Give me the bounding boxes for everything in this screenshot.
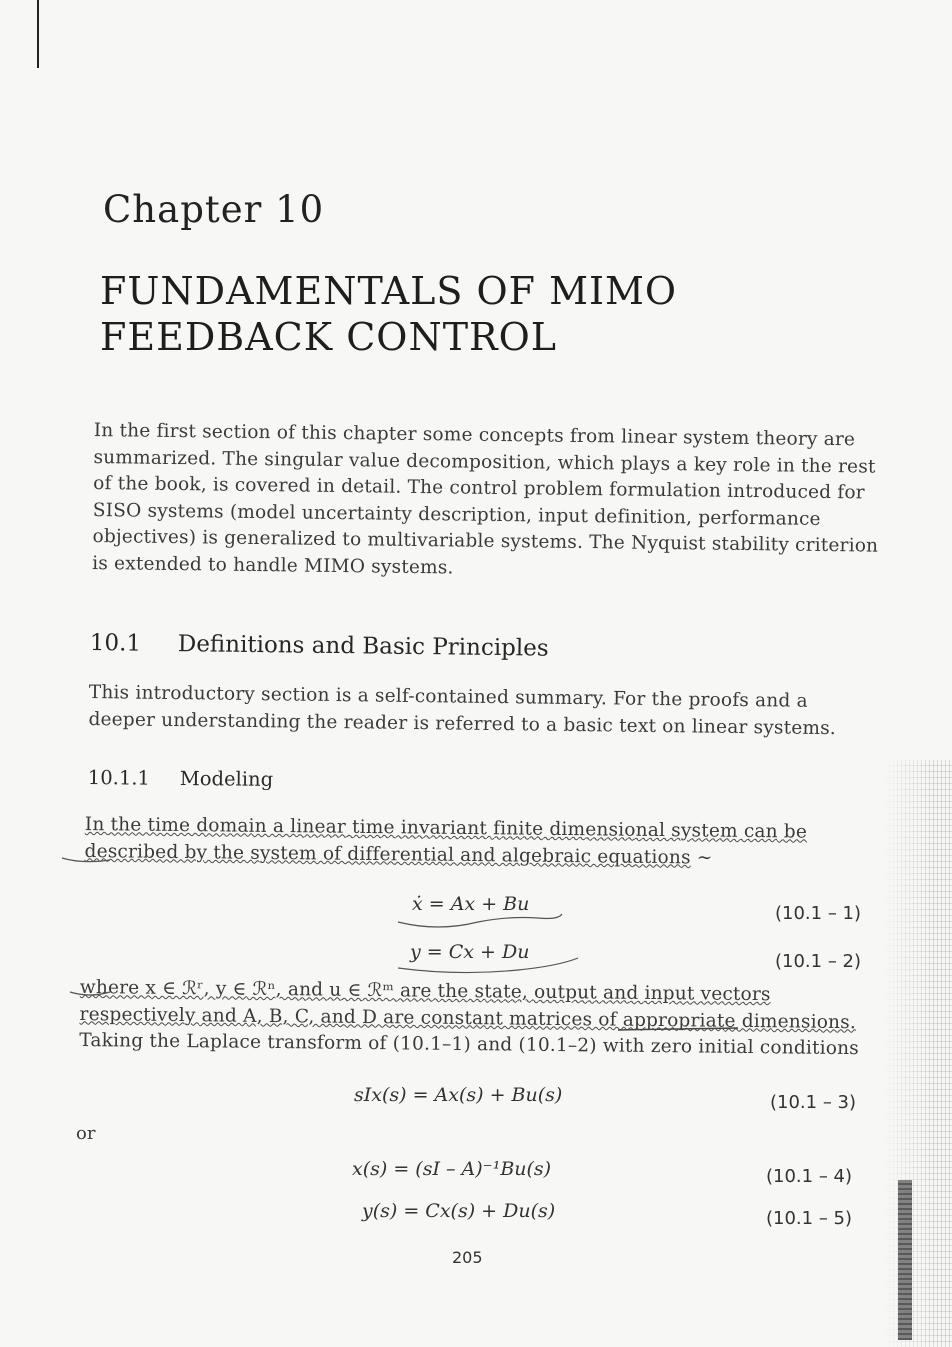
equation-1-hand-underline [398, 914, 562, 927]
page-number: 205 [452, 1248, 483, 1267]
where-line-2: respectively and A, B, C, and D are constant matrices of appropriate dimensions. [79, 1003, 857, 1033]
handwritten-arrow: ~ [690, 846, 713, 869]
section-paragraph: This introductory section is a self-contained summary. For the proofs and a deeper understanding the reader is referred to a basic text on linear systems. [88, 681, 837, 739]
equation-1-label: (10.1 – 1) [775, 903, 862, 924]
section-title: Definitions and Basic Principles [177, 631, 549, 662]
equation-4: x(s) = (sI – A)⁻¹Bu(s) [352, 1158, 552, 1180]
equation-2-label: (10.1 – 2) [775, 951, 862, 972]
scan-edge-shadow [882, 760, 952, 1347]
subsection-number: 10.1.1 [87, 766, 151, 790]
section-heading [90, 630, 549, 662]
equation-2: y = Cx + Du [410, 941, 530, 963]
where-line-1: where x ∈ ℛʳ, y ∈ ℛⁿ, and u ∈ ℛᵐ are the state, output and input vectors [79, 976, 771, 1006]
binding-margin-line [37, 0, 39, 68]
equation-4-label: (10.1 – 4) [766, 1166, 853, 1187]
modeling-paragraph-text: In the time domain a linear time invariant finite dimensional system can be described by the system of differential and algebraic equations [84, 813, 808, 868]
equation-1: ẋ = Ax + Bu [412, 893, 530, 915]
scan-edge-dark-strip [898, 1180, 912, 1340]
equation-3: sIx(s) = Ax(s) + Bu(s) [354, 1084, 563, 1106]
chapter-label: Chapter 10 [103, 188, 325, 231]
section-number: 10.1 [89, 630, 142, 657]
intro-paragraph: In the first section of this chapter some concepts from linear system theory are summarized. The singular value decomposition, which plays a key role in the rest of the book, is covered in detail. The control problem formulation introduced for SISO systems (model uncertainty description, input definition, performance objectives) is generalized to multivariable systems. The Nyquist stability criterion is extended to handle MIMO systems. [92, 419, 879, 578]
where-line-3: Taking the Laplace transform of (10.1–1) and (10.1–2) with zero initial conditions [79, 1029, 860, 1060]
subsection-heading [88, 766, 273, 791]
modeling-paragraph [84, 812, 875, 873]
chapter-title: FUNDAMENTALS OF MIMO FEEDBACK CONTROL [100, 269, 678, 359]
equation-3-label: (10.1 – 3) [770, 1092, 857, 1113]
equation-5: y(s) = Cx(s) + Du(s) [362, 1200, 556, 1222]
or-connector: or [76, 1123, 96, 1144]
subsection-title: Modeling [179, 766, 274, 791]
equation-5-label: (10.1 – 5) [766, 1208, 853, 1229]
where-paragraph [79, 975, 870, 1063]
